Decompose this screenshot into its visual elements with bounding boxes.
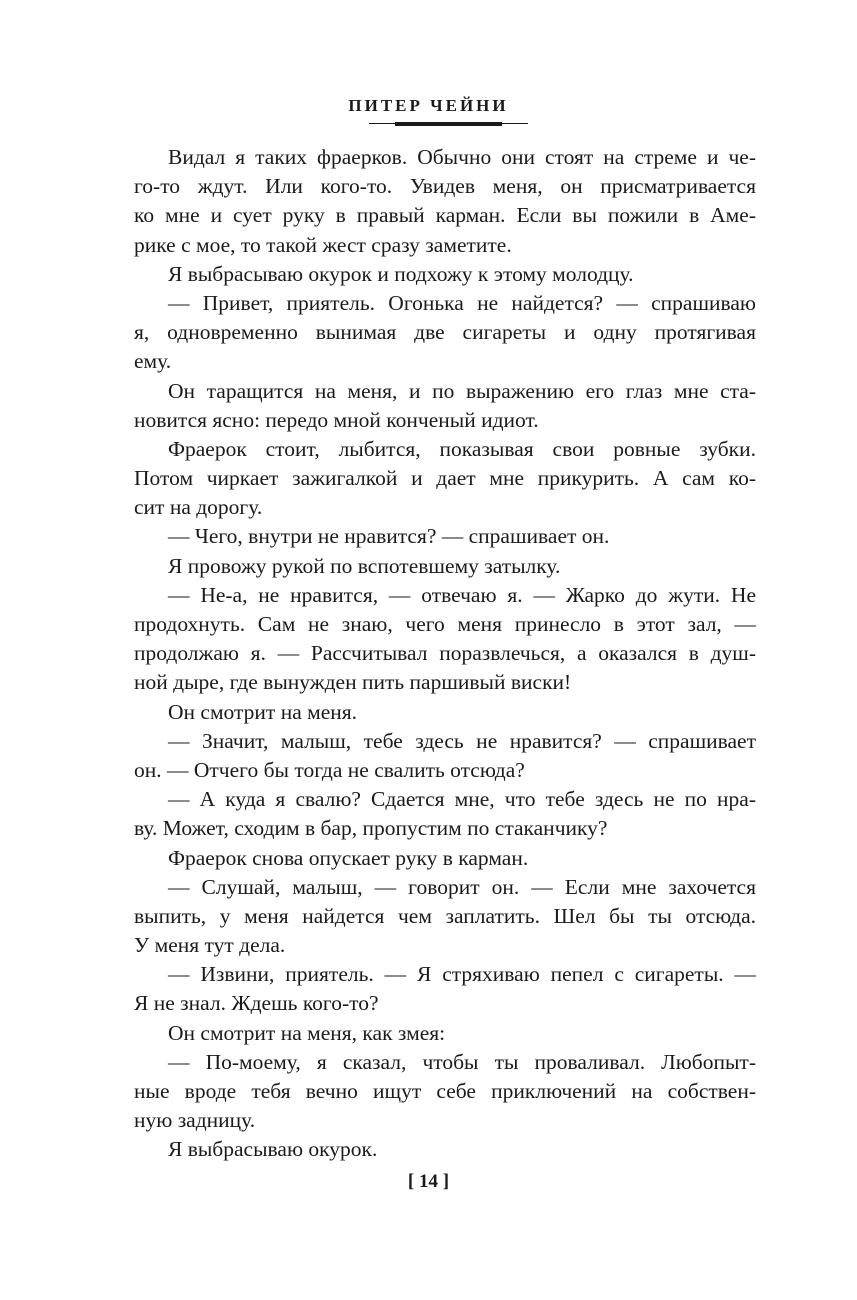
text-line: — Привет, приятель. Огонька не найдется? — спрашиваю	[168, 290, 756, 315]
text-line: я, одновременно вынимая две сигареты и одну протягивая	[134, 320, 756, 345]
text-line: Я не знал. Ждешь кого-то?	[134, 991, 379, 1016]
text-line: Потом чиркает зажигалкой и дает мне прикурить. А сам ко-	[134, 466, 756, 491]
text-line: — Значит, малыш, тебе здесь не нравится? — спрашивает	[168, 728, 756, 753]
text-line: продохнуть. Сам не знаю, чего меня принесло в этот зал, —	[134, 612, 756, 636]
running-header: ПИТЕР ЧЕЙНИ	[348, 96, 509, 115]
text-line: сит на дорогу.	[134, 495, 263, 520]
text-line: — Слушай, малыш, — говорит он. — Если мне захочется	[168, 874, 756, 899]
body-text	[134, 143, 756, 1165]
text-line: новится ясно: передо мной конченый идиот.	[134, 407, 539, 432]
text-line: Он смотрит на меня.	[168, 699, 358, 724]
text-line: — Извини, приятель. — Я стряхиваю пепел с сигареты. —	[168, 962, 756, 987]
text-line: У меня тут дела.	[134, 933, 286, 958]
text-line: ную задницу.	[134, 1108, 256, 1133]
page-number: [ 14 ]	[407, 1171, 450, 1192]
text-line: — Не-а, не нравится, — отвечаю я. — Жарко до жути. Не	[168, 582, 756, 607]
text-line: Он таращится на меня, и по выражению его глаз мне ста-	[168, 378, 756, 403]
text-line: рике с мое, то такой жест сразу заметите.	[134, 232, 512, 257]
header-rule-thick	[395, 122, 502, 126]
text-line: продолжаю я. — Рассчитывал поразвлечься, а оказался в душ-	[134, 641, 756, 666]
text-line: Видал я таких фраерков. Обычно они стоят на стреме и че-	[168, 145, 756, 169]
text-line: Я выбрасываю окурок.	[168, 1137, 378, 1162]
text-line: выпить, у меня найдется чем заплатить. Шел бы ты отсюда.	[134, 903, 756, 928]
text-line: ву. Может, сходим в бар, пропустим по стаканчику?	[134, 816, 608, 841]
text-line: — По-моему, я сказал, чтобы ты проваливал. Любопыт-	[168, 1049, 756, 1074]
text-line: ной дыре, где вынужден пить паршивый виски!	[134, 670, 572, 695]
text-line: — А куда я свалю? Сдается мне, что тебе здесь не по нра-	[168, 787, 756, 812]
text-line: ные вроде тебя вечно ищут себе приключений на собствен-	[134, 1079, 756, 1103]
text-line: Я выбрасываю окурок и подхожу к этому молодцу.	[168, 261, 634, 286]
text-line: го-то ждут. Или кого-то. Увидев меня, он присматривается	[134, 174, 756, 199]
text-line: Я провожу рукой по вспотевшему затылку.	[168, 553, 561, 578]
text-line: он. — Отчего бы тогда не свалить отсюда?	[134, 757, 525, 782]
text-line: ему.	[134, 349, 172, 374]
text-line: Фраерок снова опускает руку в карман.	[168, 845, 529, 870]
text-line: ко мне и сует руку в правый карман. Если вы пожили в Аме-	[134, 203, 756, 228]
text-line: — Чего, внутри не нравится? — спрашивает он.	[168, 524, 610, 549]
text-line: Он смотрит на меня, как змея:	[168, 1020, 446, 1045]
text-line: Фраерок стоит, лыбится, показывая свои ровные зубки.	[168, 436, 756, 461]
